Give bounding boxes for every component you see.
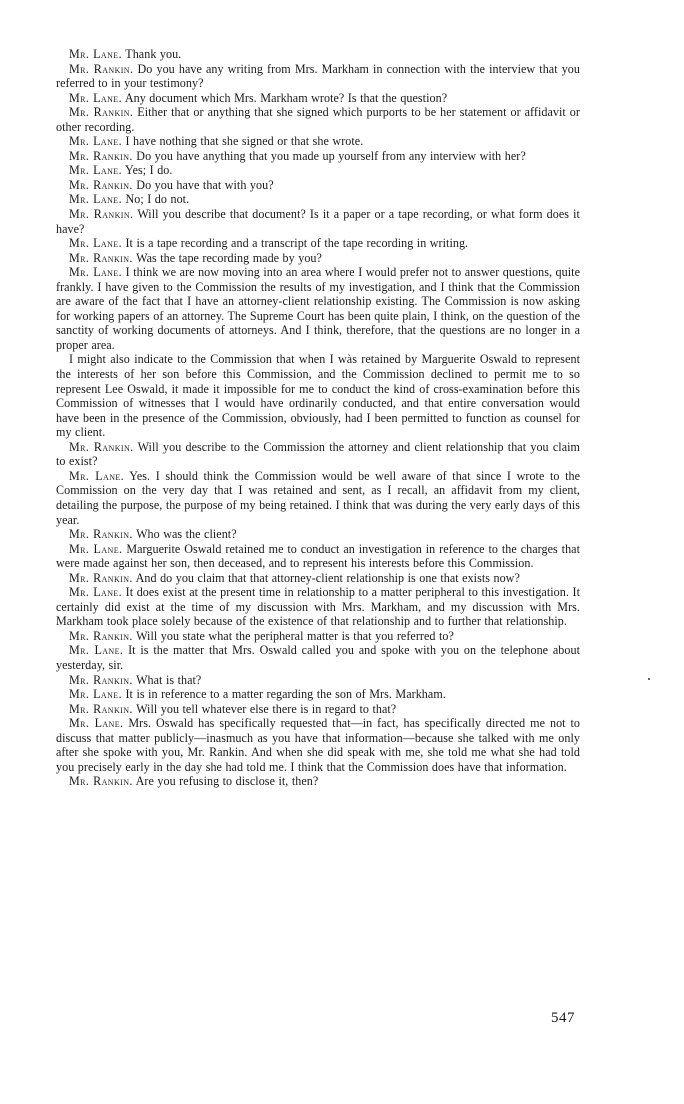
transcript-paragraph (56, 62, 580, 91)
speaker-label: Mr. Rankin. (69, 439, 134, 454)
page-number: 547 (551, 1010, 575, 1026)
speaker-label: Mr. Lane. (69, 265, 123, 280)
speaker-label: Mr. Rankin. (69, 570, 133, 585)
speaker-label: Mr. Rankin. (69, 207, 134, 222)
paragraph-text: It is the matter that Mrs. Oswald called you and spoke with you on the telephone about yesterday, sir. (56, 643, 580, 672)
transcript-paragraph (56, 352, 580, 439)
paragraph-text: It does exist at the present time in relationship to a matter peripheral to this investigation. It certainly did exist at the time of my discussion with Mrs. Markham, and my discussion with Mrs. Markham took place solely because of the existence of that relationship and to further that relationship. (56, 585, 580, 629)
transcript-paragraph (56, 774, 580, 789)
paragraph-text: Either that or anything that she signed which purports to be her statement or affidavit or other recording. (56, 105, 580, 134)
speaker-label: Mr. Rankin. (69, 61, 134, 76)
speaker-label: Mr. Lane. (69, 687, 122, 702)
paragraph-text: Will you describe that document? Is it a paper or a tape recording, or what form does it have? (56, 207, 580, 236)
speaker-label: Mr. Rankin. (69, 774, 133, 789)
paragraph-text: Marguerite Oswald retained me to conduct an investigation in reference to the charges that were made against her son, then deceased, and to represent his interests before this Commission. (56, 541, 580, 571)
transcript-paragraph (56, 192, 580, 207)
paragraph-text: Will you tell whatever else there is in regard to that? (136, 701, 397, 716)
transcript-paragraph (56, 207, 580, 236)
speaker-label: Mr. Lane. (69, 134, 122, 149)
paragraph-text: Yes. I should think the Commission would be well aware of that since I wrote to the Commission on the very day that I was retained and sent, as I recall, an affidavit from my client, detailing the purpose, the purpose of my being retained. I think that was during the very early days of this year. (56, 468, 580, 527)
transcript-paragraph (56, 149, 580, 164)
paragraph-text: Yes; I do. (125, 163, 173, 178)
paragraph-text: Do you have any writing from Mrs. Markham in connection with the interview that you referred to in your testimony? (56, 61, 580, 91)
transcript-paragraph (56, 673, 580, 688)
speaker-label: Mr. Lane. (69, 541, 123, 556)
transcript-paragraph (56, 251, 580, 266)
paragraph-text: Do you have that with you? (136, 177, 274, 192)
transcript-paragraph (56, 265, 580, 352)
paragraph-text: And do you claim that that attorney-client relationship is one that exists now? (135, 570, 520, 585)
transcript-paragraph (56, 716, 580, 774)
transcript-paragraph (56, 643, 580, 672)
transcript-paragraph (56, 571, 580, 586)
transcript-paragraph (56, 47, 580, 62)
speaker-label: Mr. Lane. (69, 192, 122, 207)
transcript-page (56, 47, 580, 789)
speaker-label: Mr. Lane. (69, 643, 124, 658)
transcript-paragraph (56, 585, 580, 629)
speaker-label: Mr. Rankin. (69, 177, 133, 192)
paragraph-text: I might also indicate to the Commission that when I wàs retained by Marguerite Oswald to represent the interests of her son before this Commission, and the Commission declined to permit me to so represent Lee Oswald, it made it impossible for me to conduct the kind of cross-examination before this Commission of witnesses that I would have ordinarily conducted, and that entire conversation would have been in the presence of the Commission, obviously, had I been permitted to function as counsel for my client. (56, 352, 580, 440)
paragraph-text: I think we are now moving into an area where I would prefer not to answer questions, quite frankly. I have given to the Commission the results of my investigation, and I think that the Commission are aware of the fact that I have an attorney-client relationship existing. The Commission is now asking for working papers of an attorney. The Supreme Court has been quite plain, I think, on the question of the sanctity of working documents of attorneys. And I think, therefore, that the questions are no longer in a proper area. (56, 265, 580, 352)
transcript-paragraph (56, 236, 580, 251)
speaker-label: Mr. Lane. (69, 47, 122, 61)
transcript-paragraph (56, 687, 580, 702)
paragraph-text: Thank you. (125, 47, 182, 61)
transcript-paragraph (56, 163, 580, 178)
speaker-label: Mr. Rankin. (69, 527, 133, 542)
speaker-label: Mr. Lane. (69, 163, 122, 178)
paragraph-text: Will you describe to the Commission the attorney and client relationship that you claim to exist? (56, 439, 580, 469)
paragraph-text: Are you refusing to disclose it, then? (135, 774, 319, 789)
paragraph-text: Who was the client? (136, 527, 237, 542)
transcript-paragraph (56, 178, 580, 193)
speaker-label: Mr. Lane. (69, 585, 123, 600)
speaker-label: Mr. Lane. (69, 236, 122, 251)
transcript-paragraph (56, 469, 580, 527)
paragraph-text: No; I do not. (125, 192, 190, 207)
paragraph-text: Any document which Mrs. Markham wrote? Is that the question? (124, 90, 448, 105)
speaker-label: Mr. Rankin. (69, 628, 133, 643)
paragraph-text: I have nothing that she signed or that she wrote. (125, 134, 364, 149)
transcript-paragraph (56, 702, 580, 717)
paragraph-text: Mrs. Oswald has specifically requested that—in fact, has specifically directed me not to discuss that matter publicly—inasmuch as you have that information—because she talked with me only after she spoke with you, Mr. Rankin. And when she did speak with me, she told me what she had told you precisely early in the day she had told me. I think that the Commission does have that information. (56, 716, 580, 774)
speaker-label: Mr. Lane. (69, 716, 124, 731)
transcript-paragraph (56, 440, 580, 469)
paragraph-text: Do you have anything that you made up yourself from any interview with her? (136, 148, 526, 163)
paragraph-text: It is a tape recording and a transcript of the tape recording in writing. (125, 236, 469, 251)
paragraph-text: Was the tape recording made by you? (136, 250, 322, 265)
transcript-paragraph (56, 105, 580, 134)
transcript-paragraph (56, 527, 580, 542)
transcript-paragraph (56, 91, 580, 106)
paragraph-text: It is in reference to a matter regarding the son of Mrs. Markham. (125, 687, 446, 702)
transcript-paragraph (56, 542, 580, 571)
speaker-label: Mr. Rankin. (69, 105, 134, 120)
paragraph-text: What is that? (136, 672, 202, 687)
speaker-label: Mr. Rankin. (69, 672, 133, 687)
transcript-paragraph (56, 134, 580, 149)
paragraph-text: Will you state what the peripheral matter is that you referred to? (136, 628, 454, 643)
speaker-label: Mr. Rankin. (69, 148, 133, 163)
speaker-label: Mr. Lane. (69, 90, 122, 105)
transcript-paragraph (56, 629, 580, 644)
speaker-label: Mr. Rankin. (69, 250, 133, 265)
scan-speck (648, 678, 650, 680)
speaker-label: Mr. Lane. (69, 468, 125, 483)
speaker-label: Mr. Rankin. (69, 701, 133, 716)
